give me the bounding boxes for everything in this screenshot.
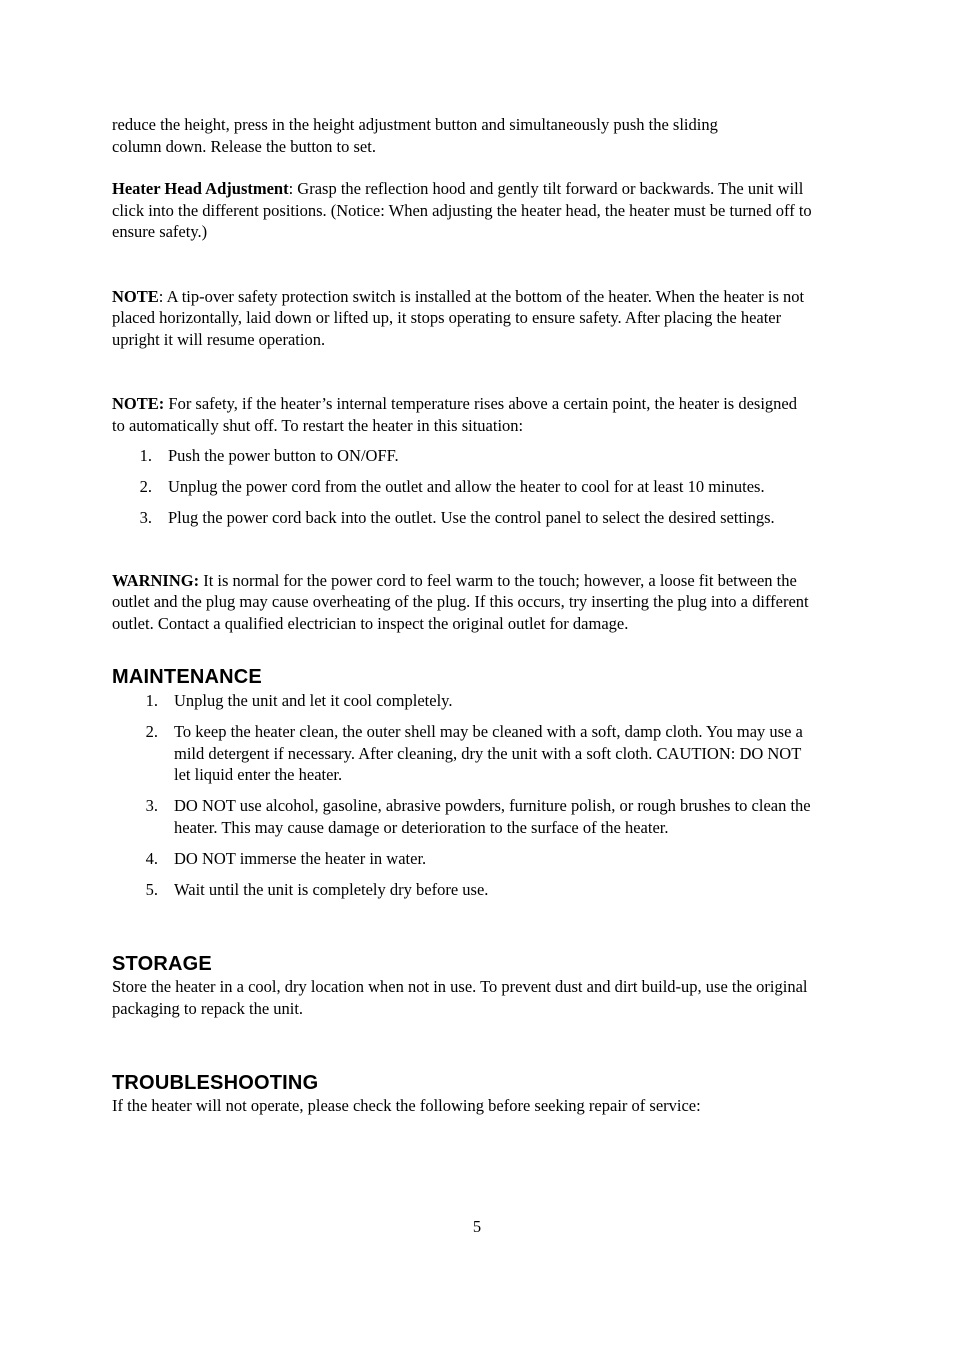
warning-paragraph — [112, 570, 824, 635]
list-item — [112, 507, 798, 529]
note-tipover-text: : A tip-over safety protection switch is installed at the bottom of the heater. When the heater is not placed horizontally, laid down or lifted up, it stops operating to ensure safety. After placing the heater upright it will resume operation. — [112, 286, 805, 349]
list-item-text: DO NOT immerse the heater in water. — [174, 848, 427, 868]
list-item — [112, 795, 834, 838]
list-item-text: Wait until the unit is completely dry before use. — [174, 879, 489, 899]
list-item-number: 1. — [139, 446, 152, 465]
list-item — [112, 848, 852, 870]
list-item-text: DO NOT use alcohol, gasoline, abrasive powders, furniture polish, or rough brushes to clean the heater. This may cause damage or deterioration to the surface of the heater. — [174, 796, 811, 837]
list-item — [112, 445, 852, 467]
troubleshooting-paragraph: If the heater will not operate, please check the following before seeking repair of service: — [112, 1096, 701, 1115]
list-item-number: 5. — [145, 879, 158, 899]
list-item-text: Plug the power cord back into the outlet. Use the control panel to select the desired settings. — [168, 508, 775, 527]
list-item-number: 4. — [145, 848, 158, 868]
restart-steps-list — [112, 445, 852, 529]
note-tipover-label: NOTE — [112, 286, 159, 306]
page-number: 5 — [472, 1217, 482, 1236]
list-item — [112, 690, 852, 712]
warning-text: It is normal for the power cord to feel warm to the touch; however, a loose fit between the outlet and the plug may cause overheating of the plug. If this occurs, try inserting the plug into a different outlet. Contact a qualified electrician to inspect the original outlet for damage. — [112, 570, 809, 633]
list-item-text: Unplug the power cord from the outlet and allow the heater to cool for at least 10 minutes. — [168, 477, 765, 496]
intro-paragraph: reduce the height, press in the height adjustment button and simultaneously push the sliding column down. Release the button to set. — [112, 115, 718, 156]
heater-head-text: : Grasp the reflection hood and gently tilt forward or backwards. The unit will click into the different positions. (Notice: When adjusting the heater head, the heater must be turned off to ensure safety.) — [112, 179, 812, 241]
note-tipover-paragraph — [112, 286, 822, 351]
note-overheat-paragraph — [112, 393, 812, 436]
document-page — [112, 114, 852, 1117]
list-item-number: 2. — [139, 477, 152, 496]
warning-label: WARNING: — [112, 570, 200, 590]
troubleshooting-heading: TROUBLESHOOTING — [112, 1072, 319, 1094]
maintenance-list — [112, 690, 852, 900]
list-item-text: Push the power button to ON/OFF. — [168, 446, 399, 465]
list-item-number: 1. — [145, 691, 158, 710]
note-overheat-label: NOTE: — [112, 394, 165, 413]
list-item — [112, 721, 820, 786]
list-item — [112, 879, 852, 901]
list-item-number: 3. — [139, 508, 152, 527]
heater-head-label: Heater Head Adjustment — [112, 179, 289, 198]
list-item-text: Unplug the unit and let it cool completely. — [174, 691, 453, 710]
storage-heading: STORAGE — [112, 953, 212, 975]
storage-paragraph: Store the heater in a cool, dry location when not in use. To prevent dust and dirt build-up, use the original packaging to repack the unit. — [112, 977, 808, 1018]
list-item-text: To keep the heater clean, the outer shell may be cleaned with a soft, damp cloth. You may use a mild detergent if necessary. After cleaning, dry the unit with a soft cloth. CAUTION: DO NOT let liquid enter the heater. — [174, 722, 803, 784]
list-item — [112, 476, 852, 498]
maintenance-heading: MAINTENANCE — [112, 666, 262, 688]
heater-head-paragraph — [112, 178, 812, 243]
note-overheat-text: For safety, if the heater’s internal temperature rises above a certain point, the heater is designed to automatically shut off. To restart the heater in this situation: — [112, 394, 797, 435]
list-item-number: 2. — [145, 722, 158, 741]
list-item-number: 3. — [145, 796, 158, 815]
